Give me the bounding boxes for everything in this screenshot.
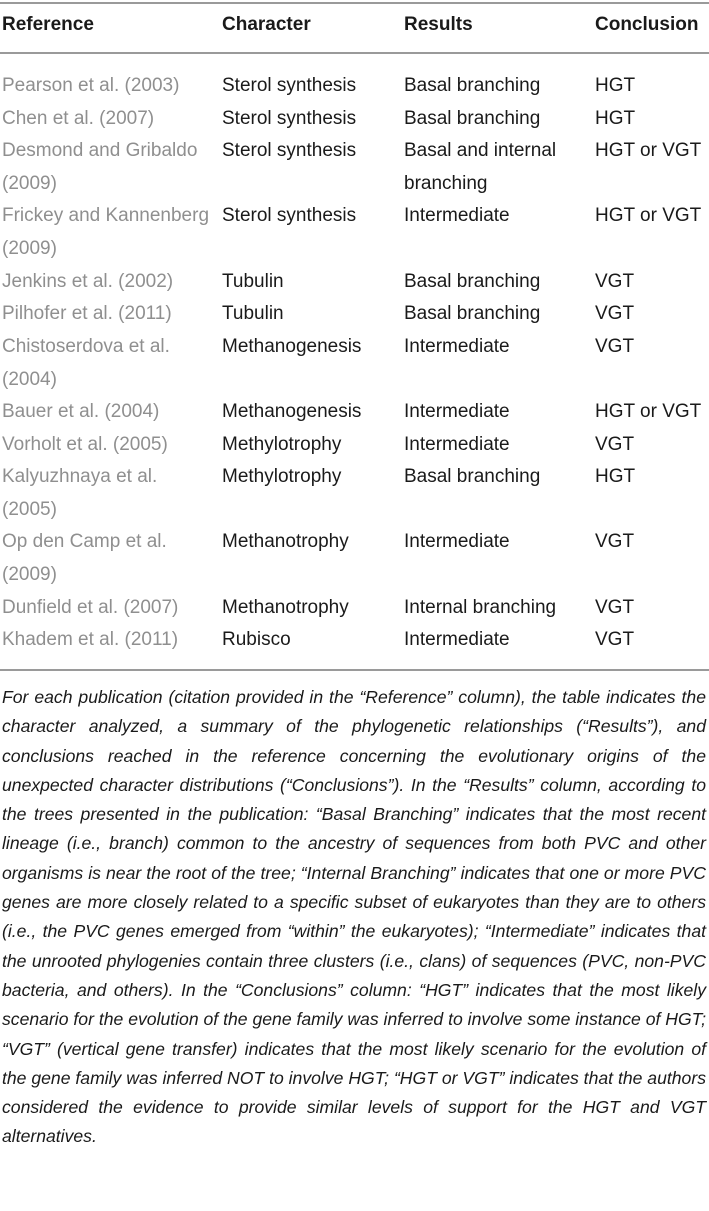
- header-results: Results: [404, 14, 473, 35]
- cell-conclusion: VGT: [595, 629, 635, 651]
- cell-results: Basal branching: [404, 270, 541, 292]
- table-row: [0, 460, 709, 525]
- cell-results: Intermediate: [404, 629, 510, 651]
- cell-reference: Kalyuzhnaya et al. (2005): [2, 466, 158, 521]
- cell-reference: Dunfield et al. (2007): [2, 596, 179, 618]
- cell-reference: Pearson et al. (2003): [2, 75, 180, 96]
- cell-character: Methylotrophy: [222, 433, 342, 455]
- table-row: [0, 330, 709, 395]
- table-header-rule: [0, 52, 709, 54]
- cell-character: Methanogenesis: [222, 335, 362, 357]
- table-row: [0, 428, 709, 461]
- cell-character: Tubulin: [222, 303, 284, 325]
- cell-results: Basal and internal branching: [404, 140, 557, 195]
- cell-character: Methanogenesis: [222, 400, 362, 422]
- cell-reference: Desmond and Gribaldo (2009): [2, 140, 198, 195]
- cell-conclusion: VGT: [595, 335, 635, 357]
- header-character: Character: [222, 14, 311, 35]
- cell-character: Sterol synthesis: [222, 140, 357, 162]
- cell-conclusion: HGT: [595, 75, 636, 96]
- cell-character: Methanotrophy: [222, 531, 349, 553]
- cell-conclusion: HGT or VGT: [595, 400, 702, 422]
- cell-conclusion: HGT or VGT: [595, 205, 702, 227]
- cell-conclusion: VGT: [595, 303, 635, 325]
- cell-conclusion: VGT: [595, 596, 635, 618]
- cell-results: Intermediate: [404, 335, 510, 357]
- cell-results: Basal branching: [404, 303, 541, 325]
- cell-reference: Chen et al. (2007): [2, 107, 155, 129]
- table-row: [0, 297, 709, 330]
- cell-results: Basal branching: [404, 466, 541, 488]
- cell-character: Methanotrophy: [222, 596, 349, 618]
- cell-character: Sterol synthesis: [222, 205, 357, 227]
- cell-conclusion: VGT: [595, 433, 635, 455]
- cell-results: Intermediate: [404, 433, 510, 455]
- header-reference: Reference: [2, 14, 94, 35]
- table-row: [0, 623, 709, 656]
- cell-character: Sterol synthesis: [222, 107, 357, 129]
- cell-conclusion: HGT: [595, 107, 636, 129]
- table-row: [0, 134, 709, 199]
- table-bottom-rule: [0, 669, 709, 671]
- cell-conclusion: HGT: [595, 466, 636, 488]
- table-body: [0, 69, 709, 656]
- cell-character: Sterol synthesis: [222, 75, 357, 96]
- cell-results: Intermediate: [404, 205, 510, 227]
- cell-results: Intermediate: [404, 531, 510, 553]
- table-footnote: For each publication (citation provided in the “Reference” column), the table indicates the character analyzed, a summary of the phylogenetic relationships (“Results”), and conclusions reached in the reference concerning the evolutionary origins of the unexpected character distributions (“Conclusions”). In the “Results” column, according to the trees presented in the publication: “Basal Branching” indicates that the most recent lineage (i.e., branch) common to the ancestry of sequences from both PVC and other organisms is near the root of the tree; “Internal Branching” indicates that one or more PVC genes are more closely related to a specific subset of eukaryotes than they are to others (i.e., the PVC genes emerged from “within” the eukaryotes); “Intermediate” indicates that the unrooted phylogenies contain three clusters (i.e., clans) of sequences (PVC, non-PVC bacteria, and others). In the “Conclusions” column: “HGT” indicates that the most likely scenario for the evolution of the gene family was inferred to involve some instance of HGT; “VGT” (vertical gene transfer) indicates that the most likely scenario for the evolution of the gene family was inferred NOT to involve HGT; “HGT or VGT” indicates that the authors considered the evidence to provide similar levels of support for the HGT and VGT alternatives.: [2, 687, 706, 1147]
- cell-reference: Bauer et al. (2004): [2, 400, 160, 422]
- table-row: [0, 525, 709, 590]
- cell-reference: Vorholt et al. (2005): [2, 433, 168, 455]
- header-conclusion: Conclusion: [595, 14, 699, 35]
- cell-results: Basal branching: [404, 75, 541, 96]
- cell-conclusion: VGT: [595, 270, 635, 292]
- cell-character: Tubulin: [222, 270, 284, 292]
- table-row: [0, 102, 709, 135]
- table-top-rule: [0, 2, 709, 4]
- cell-reference: Chistoserdova et al. (2004): [2, 335, 170, 390]
- cell-reference: Pilhofer et al. (2011): [2, 303, 172, 325]
- cell-character: Rubisco: [222, 629, 291, 651]
- cell-reference: Frickey and Kannenberg (2009): [2, 205, 210, 260]
- cell-results: Basal branching: [404, 107, 541, 129]
- cell-reference: Jenkins et al. (2002): [2, 270, 174, 292]
- table-row: [0, 591, 709, 624]
- cell-results: Internal branching: [404, 596, 557, 618]
- cell-reference: Khadem et al. (2011): [2, 629, 179, 651]
- table-row: [0, 199, 709, 264]
- cell-conclusion: HGT or VGT: [595, 140, 702, 162]
- cell-conclusion: VGT: [595, 531, 635, 553]
- table-row: [0, 395, 709, 428]
- cell-results: Intermediate: [404, 400, 510, 422]
- cell-reference: Op den Camp et al. (2009): [2, 531, 167, 586]
- cell-character: Methylotrophy: [222, 466, 342, 488]
- table-row: [0, 69, 709, 102]
- table-row: [0, 265, 709, 298]
